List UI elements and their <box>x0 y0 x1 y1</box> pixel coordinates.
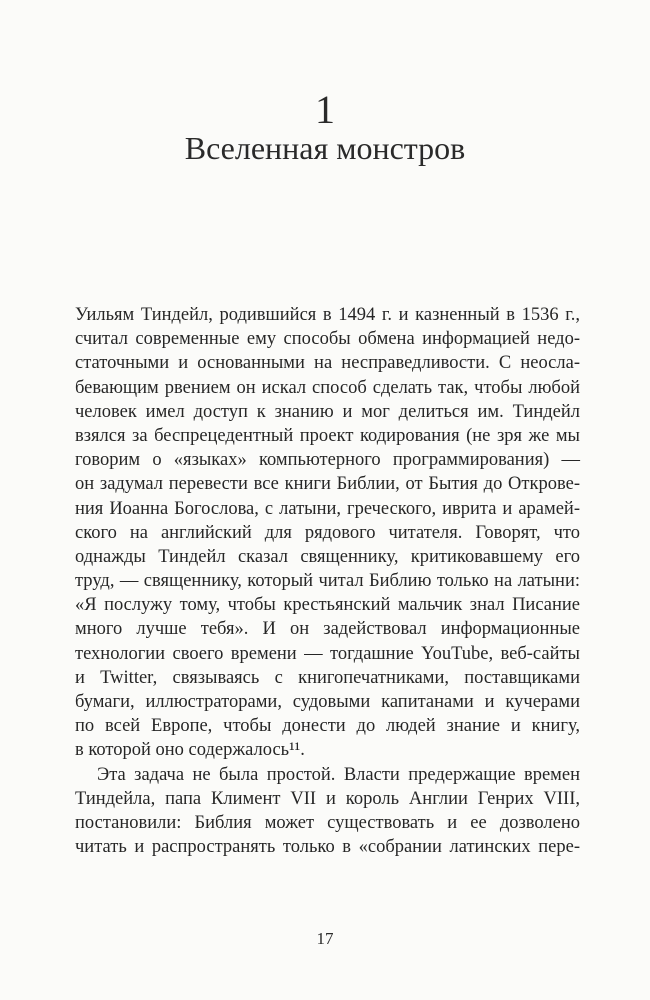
text-line: Тиндейла, папа Климент VII и король Англии Генрих VIII, <box>75 788 580 809</box>
text-line: Уильям Тиндейл, родившийся в 1494 г. и казненный в 1536 г., <box>75 305 580 325</box>
text-line: технологии своего времени — тогдашние YouTube, веб-сайты <box>75 643 580 664</box>
text-line: в которой оно содержалось¹¹. <box>75 740 305 761</box>
text-line: человек имел доступ к знанию и мог делиться им. Тиндейл <box>75 401 580 422</box>
text-line: много лучше тебя». И он задействовал информационные <box>75 619 580 640</box>
text-line: постановили: Библия может существовать и ее дозволено <box>75 812 580 833</box>
chapter-title: Вселенная монстров <box>184 130 466 166</box>
text-line: считал современные ему способы обмена информацией недо- <box>75 329 580 350</box>
text-line: бевающим рвением он искал способ сделать так, чтобы любой <box>75 377 580 398</box>
text-line: говорим о «языках» компьютерного программирования) — <box>75 450 580 471</box>
text-line: бумаги, иллюстраторами, судовыми капитанами и кучерами <box>75 692 580 712</box>
text-line: статочными и основанными на несправедливости. С неосла- <box>75 353 580 374</box>
chapter-number: 1 <box>315 87 335 132</box>
page-number: 17 <box>316 929 334 948</box>
text-line: «Я послужу тому, чтобы крестьянский мальчик знал Писание <box>75 595 580 616</box>
text-line: и Twitter, связываясь с книгопечатниками, поставщиками <box>75 667 580 688</box>
text-line: ского на английский для рядового читателя. Говорят, что <box>75 522 580 543</box>
text-line: взялся за беспрецедентный проект кодирования (не зря же мы <box>75 425 580 446</box>
text-line: по всей Европе, чтобы донести до людей знание и книгу, <box>75 716 580 737</box>
text-line: однажды Тиндейл сказал священнику, критиковавшему его <box>75 546 580 567</box>
text-line: ния Иоанна Богослова, с латыни, греческого, иврита и арамей- <box>75 498 580 519</box>
body-text <box>75 303 580 859</box>
text-line: труд, — священнику, который читал Библию только на латыни: <box>75 571 580 592</box>
text-line: он задумал перевести все книги Библии, от Бытия до Открове- <box>75 474 580 495</box>
text-line: Эта задача не была простой. Власти предержащие времен <box>97 764 580 785</box>
text-line: читать и распространять только в «собрании латинских пере- <box>75 837 580 858</box>
